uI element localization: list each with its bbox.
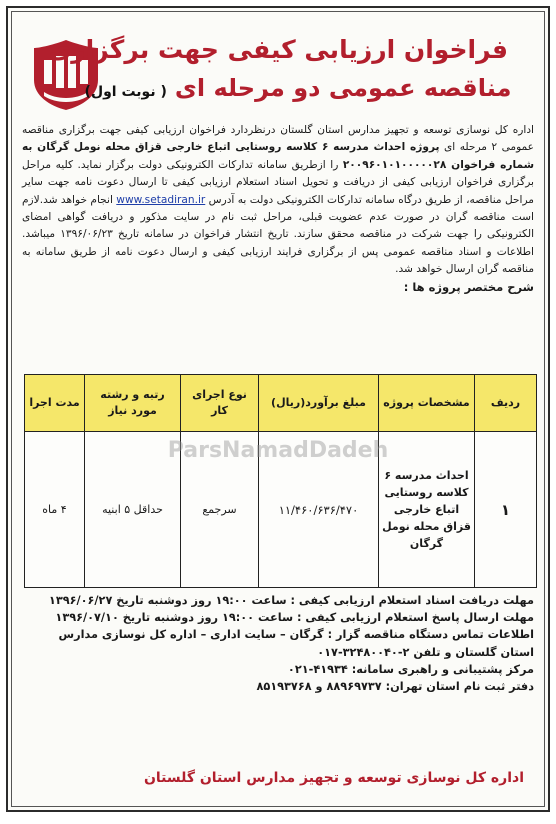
col-duration: مدت اجرا — [25, 375, 85, 432]
watermark: ParsNamadDadeh — [167, 438, 389, 463]
issuer-signature: اداره کل نوسازی توسعه و تجهیز مدارس استان گلستان — [143, 770, 524, 786]
col-required-grade: رتبه و رشته مورد نیاز — [85, 375, 181, 432]
col-estimate-amount: مبلغ برآورد(ریال) — [259, 375, 379, 432]
body-intro: اداره کل نوسازی توسعه و تجهیز مدارس استان گلستان درنظردارد فراخوان ارزیابی کیفی جهت برگزاری مناقصه عمومی ۲ مرحله ای — [22, 124, 535, 154]
cell-project-spec: احداث مدرسه ۶ کلاسه روستایی اتباع خارجی قزاق محله نومل گرگان — [379, 432, 475, 588]
cell-estimate-amount: ۱۱/۴۶۰/۶۳۶/۴۷۰ — [259, 432, 379, 588]
summary-heading: شرح مختصر پروژه ها : — [403, 279, 534, 294]
cell-row-number: ۱ — [475, 432, 537, 588]
support-center: مرکز پشتیبانی و راهبری سامانه: ۴۱۹۳۴-۰۲۱ — [287, 662, 534, 676]
projects-table — [24, 374, 537, 588]
table-row — [25, 432, 537, 588]
header — [8, 8, 548, 120]
notice-title: فراخوان ارزیابی کیفی جهت برگزاری — [48, 35, 508, 64]
notice-body — [22, 122, 534, 297]
body-project: پروژه احداث مدرسه ۶ کلاسه روستایی اتباع خارجی قزاق محله نومل گرگان به شماره فراخوان ۲۰۰۹۶۰۱۰۱۰۰۰۰۰۲۸ — [22, 141, 534, 171]
round-badge: ( نوبت اول) — [84, 84, 167, 100]
cell-duration: ۴ ماه — [25, 432, 85, 588]
tehran-office: دفتر ثبت نام استان تهران: ۸۸۹۶۹۷۳۷ و ۸۵۱۹۳۷۶۸ — [256, 680, 534, 694]
setadiran-link[interactable]: www.setadiran.ir — [116, 193, 206, 206]
deadline-send: مهلت ارسال پاسخ استعلام ارزیابی کیفی : ساعت ۱۹:۰۰ روز دوشنبه تاریخ ۱۳۹۶/۰۷/۱۰ — [55, 611, 534, 625]
tender-notice — [6, 6, 550, 812]
contact-info: اطلاعات تماس دستگاه مناقصه گزار : گرگان – سایت اداری – اداره کل نوسازی مدارس استان گلستان و تلفن ۲-۳۲۴۸۰۰۴۰-۰۱۷ — [58, 628, 534, 659]
body-process: را ازطریق سامانه تدارکات الکترونیکی دولت برگزار نماید. کلیه مراحل برگزاری فراخوان ارزیابی کیفی از دریافت و تحویل اسناد استعلام ارزیابی کیفی تا ارسال دعوت نامه جهت سایر مراحل مناقصه، از طریق درگاه سامانه تدارکات الکترونیکی دولت به آدرس — [22, 158, 534, 206]
col-row-number: ردیف — [475, 375, 537, 432]
notice-footer — [22, 592, 534, 695]
body-details: انجام خواهد شد.لازم است مناقصه گران در صورت عدم عضویت قبلی، مراحل ثبت نام در سایت مذکور و دریافت گواهی امضای الکترونیکی را جهت شرکت در مناقصه محقق سازند. تاریخ انتشار فراخوان در سامانه تاریخ ۱۳۹۶/۰۶/۲۳ میباشد. اطلاعات و اسناد مناقصه عمومی پس از برگزاری فرایند ارزیابی کیفی و ارسال دعوت نامه از طریق سامانه به مناقصه گران ارسال خواهد شد. — [22, 193, 535, 276]
col-project-spec: مشخصات پروژه — [379, 375, 475, 432]
col-work-type: نوع اجرای کار — [181, 375, 259, 432]
notice-subtitle-text: مناقصه عمومی دو مرحله ای — [174, 74, 512, 102]
cell-required-grade: حداقل ۵ ابنیه — [85, 432, 181, 588]
deadline-receive: مهلت دریافت اسناد استعلام ارزیابی کیفی : ساعت ۱۹:۰۰ روز دوشنبه تاریخ ۱۳۹۶/۰۶/۲۷ — [48, 594, 534, 607]
cell-work-type: سرجمع — [181, 432, 259, 588]
notice-subtitle — [78, 72, 518, 108]
table-header-row — [25, 375, 537, 432]
